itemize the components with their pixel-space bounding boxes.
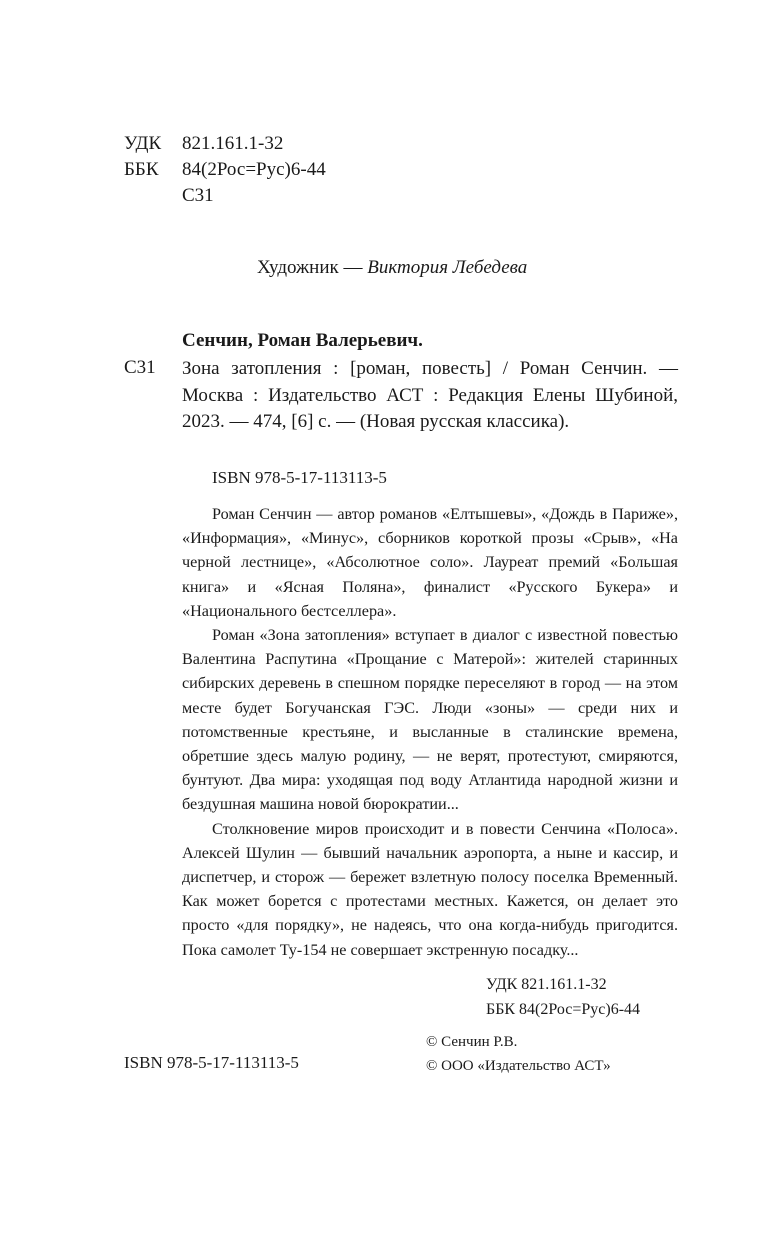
udk-label: УДК [124, 133, 162, 154]
author-heading: Сенчин, Роман Валерьевич. [182, 330, 423, 351]
copyright-author: © Сенчин Р.В. [426, 1034, 518, 1050]
copyright-publisher: © ООО «Издательство АСТ» [426, 1058, 611, 1074]
annotation-paragraph: Роман «Зона затопления» вступает в диалог с известной повестью Валентина Распутина «Прощание с Матерой»: жителей старинных сибирских деревень в спешном порядке переселяют в город — на этом месте будет Богучанская ГЭС. Люди «зоны» — среди них и потомственные крестьяне, и высланные в сталинские времена, обретшие здесь малую родину, — не верят, протестуют, смиряются, бунтуют. Два мира: уходящая под воду Атлантида народной жизни и бездушная машина новой бюрократии... [182, 626, 678, 814]
author-sign-top: С31 [182, 185, 214, 206]
artist-name: Виктория Лебедева [367, 257, 528, 278]
bibliographic-description: Зона затопления : [роман, повесть] / Роман Сенчин. — Москва : Издательство АСТ : Редакция Елены Шубиной, 2023. — 474, [6] с. — (Новая русская классика). [182, 358, 678, 432]
annotation-paragraph: Столкновение миров происходит и в повести Сенчина «Полоса». Алексей Шулин — бывший начальник аэропорта, а ныне и кассир, и диспетчер, и сторож — бережет взлетную полосу поселка Временный. Как может борется с протестами местных. Кажется, он делает это просто «для порядку», не надеясь, что она когда-нибудь пригодится. Пока самолет Ту-154 не совершает экстренную посадку... [182, 819, 678, 959]
footer-bbk: ББК 84(2Рос=Рус)6-44 [486, 1001, 641, 1018]
annotation [182, 502, 678, 962]
bbk-label: ББК [124, 159, 159, 180]
bbk-row [124, 157, 424, 183]
footer-udk: УДК 821.161.1-32 [486, 976, 607, 993]
record-author-sign: С31 [124, 357, 156, 378]
udk-value: 821.161.1-32 [182, 133, 284, 154]
isbn-top: ISBN 978-5-17-113113-5 [212, 468, 387, 487]
author-sign-row [124, 183, 424, 209]
udk-row [124, 131, 424, 157]
bbk-value: 84(2Рос=Рус)6-44 [182, 159, 326, 180]
artist-label: Художник — [257, 257, 368, 278]
artist-credit [257, 257, 527, 279]
annotation-paragraph: Роман Сенчин — автор романов «Елтышевы», «Дождь в Париже», «Информация», «Минус», сборников короткой прозы «Срыв», «На черной лестнице», «Абсолютное соло». Лауреат премий «Большая книга» и «Ясная Поляна», финалист «Русского Букера» и «Национального бестселлера». [182, 505, 678, 620]
isbn-bottom: ISBN 978-5-17-113113-5 [124, 1053, 299, 1072]
